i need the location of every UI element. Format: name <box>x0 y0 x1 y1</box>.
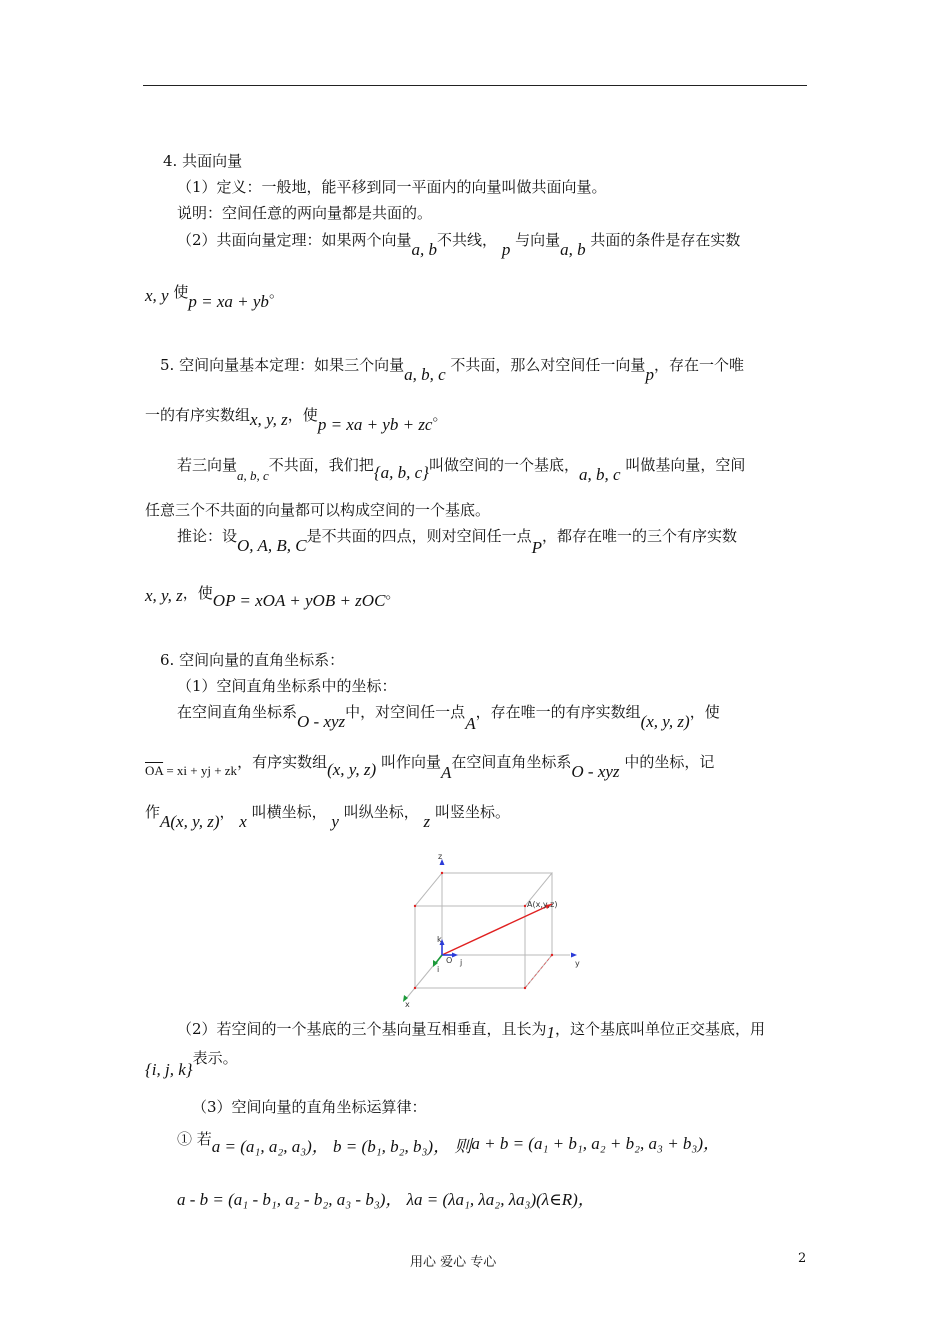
sec4-title: 4. 共面向量 <box>163 152 243 170</box>
y-axis-arrow <box>571 953 577 958</box>
sec6-sub3: （3）空间向量的直角坐标运算律： <box>192 1098 427 1116</box>
math-oxyz: O - xyz <box>571 762 620 781</box>
sec4-theorem-line1 <box>177 230 741 259</box>
text-span: ，有序实数组 <box>237 753 328 771</box>
text-span: 。 <box>268 283 284 301</box>
math-equation: p = xa + yb <box>188 292 269 311</box>
coordinate-system-figure <box>395 846 595 1008</box>
sec4-theorem-line2 <box>145 282 284 311</box>
text-span: 叫做空间的一个基底， <box>428 456 579 474</box>
text-span: 共面的条件是存在实数 <box>590 231 741 249</box>
text-span: 中的坐标，记 <box>624 753 715 771</box>
vertex-dot <box>551 954 553 956</box>
sec6-line3 <box>145 802 510 831</box>
label-y: y <box>575 959 580 968</box>
text-span: 中，对空间任一点 <box>345 703 466 721</box>
text-span: 不共线， <box>437 231 498 249</box>
text-span: ① 若 <box>177 1130 212 1148</box>
sec5-basis-line1 <box>177 455 746 484</box>
math-abc-small: a, b, c <box>237 468 269 483</box>
sec6-rule2 <box>177 1190 595 1210</box>
math-tuple: (x, y, z) <box>640 712 690 731</box>
math-P: P <box>531 538 542 557</box>
projection-line <box>525 955 552 988</box>
text-span: ，使 <box>689 703 720 721</box>
header-rule <box>143 85 807 86</box>
text-span: 推论：设 <box>177 527 238 545</box>
text-span: 叫纵坐标， <box>343 803 419 821</box>
vertex-dot <box>524 905 526 907</box>
math-ijk-set: {i, j, k} <box>145 1060 193 1079</box>
sec5-line1 <box>160 355 744 384</box>
text-span: ，都存在唯一的三个有序实数 <box>542 527 738 545</box>
math-equation: OP = xOA + yOB + zOC <box>212 591 386 610</box>
sec6-sub1: （1）空间直角坐标系中的坐标： <box>177 677 397 695</box>
math-rule1: a = (a₁, a₂, a₃)， b = (b₁, b₂, b₃)， 则 <box>211 1137 472 1156</box>
text-span: 使 <box>173 283 189 301</box>
math-abc: a, b, c <box>578 465 621 484</box>
math-p: p <box>645 365 654 384</box>
text-span: 5. 空间向量基本定理：如果三个向量 <box>160 356 405 374</box>
label-i: i <box>437 965 440 974</box>
sec6-sub2-line2 <box>145 1048 238 1079</box>
text-span: 。 <box>385 584 401 602</box>
text-span: 一的有序实数组 <box>145 406 251 424</box>
sec4-note: 说明：空间任意的两向量都是共面的。 <box>177 204 433 222</box>
math-tuple: (x, y, z) <box>327 760 377 779</box>
math-ab: a, b <box>560 240 586 259</box>
text-span: 叫作向量 <box>380 753 441 771</box>
math-one: 1 <box>546 1023 556 1042</box>
vector-oa-line <box>442 904 552 955</box>
sec5-basis-line2: 任意三个不共面的向量都可以构成空间的一个基底。 <box>145 501 491 519</box>
footer-text: 用心 爱心 专心 <box>410 1255 497 1270</box>
sec6-rule1 <box>177 1129 720 1156</box>
math-basis-set: {a, b, c} <box>373 463 429 482</box>
sec4-definition: （1）定义：一般地，能平移到同一平面内的向量叫做共面向量。 <box>177 178 607 196</box>
text-span: ，这个基底叫单位正交基底，用 <box>555 1020 766 1038</box>
math-y: y <box>331 812 339 831</box>
math-x: x <box>239 812 247 831</box>
text-span: ，存在一个唯 <box>653 356 744 374</box>
text-span: 叫竖坐标。 <box>434 803 510 821</box>
text-span: ，使 <box>287 406 318 424</box>
math-oxyz: O - xyz <box>297 712 346 731</box>
text-span: 是不共面的四点，则对空间任一点 <box>306 527 532 545</box>
math-A: A <box>440 763 452 782</box>
label-z: z <box>438 852 443 861</box>
text-span: 表示。 <box>192 1049 238 1067</box>
text-span: （2）共面向量定理：如果两个向量 <box>177 231 412 249</box>
math-A: A <box>465 714 476 733</box>
text-span: 不共面，那么对空间任一向量 <box>450 356 646 374</box>
label-k: k <box>437 935 442 944</box>
label-point-A: A(x,y,z) <box>527 900 558 909</box>
text-span: 若三向量 <box>177 456 238 474</box>
math-p: p <box>501 240 511 259</box>
vertex-dot <box>414 987 416 989</box>
text-span: 在空间直角坐标系 <box>451 753 572 771</box>
text-span: 作 <box>145 803 161 821</box>
text-span: 与向量 <box>515 231 561 249</box>
math-oabc: O, A, B, C <box>237 536 307 555</box>
vector-oa: $\overline{OA}$ <box>145 763 164 778</box>
j-arrowhead <box>452 953 458 958</box>
sec6-line1 <box>177 702 720 733</box>
label-x: x <box>405 1000 410 1008</box>
text-span: 。 <box>432 406 448 424</box>
equation-rest: = xi + yj + zk <box>163 763 238 778</box>
page-number: 2 <box>798 1251 807 1266</box>
sec6-title: 6. 空间向量的直角坐标系： <box>160 651 345 669</box>
vertex-dot <box>414 905 416 907</box>
math-z: z <box>423 812 431 831</box>
vertex-dot <box>441 872 443 874</box>
text-span: 在空间直角坐标系 <box>177 703 298 721</box>
text-span: （2）若空间的一个基底的三个基向量互相垂直，且长为 <box>177 1020 547 1038</box>
sec5-corollary-line1 <box>177 526 738 557</box>
text-span: 叫做基向量，空间 <box>625 456 746 474</box>
math-abc: a, b, c <box>404 365 446 384</box>
text-span: 叫横坐标， <box>251 803 327 821</box>
math-point-A: A(x, y, z) <box>160 812 220 831</box>
text-span: ，使 <box>182 584 213 602</box>
label-j: j <box>460 958 463 967</box>
sec6-sub2 <box>177 1019 766 1042</box>
math-xyz: x, y, z <box>250 410 288 429</box>
vertex-dot <box>524 987 526 989</box>
sec5-line2 <box>145 405 448 434</box>
text-span: 不共面，我们把 <box>268 456 374 474</box>
math-xyz: x, y, z <box>145 586 183 605</box>
text-span: ，存在唯一的有序实数组 <box>475 703 641 721</box>
math-ab: a, b <box>411 240 438 259</box>
sec5-corollary-line2 <box>145 583 401 610</box>
math-vector-equation <box>145 763 237 778</box>
math-xy: x, y <box>145 286 169 305</box>
sec6-line2 <box>145 752 715 782</box>
label-origin: O <box>446 956 453 965</box>
text-span: ， <box>219 803 235 821</box>
math-sum: a + b = (a₁ + b₁, a₂ + b₂, a₃ + b₃)， <box>471 1134 720 1153</box>
math-equation: p = xa + yb + zc <box>317 415 433 434</box>
math-rule2: a - b = (a₁ - b₁, a₂ - b₂, a₃ - b₃)， λa = (λa₁, λa₂, λa₃)(λ∈R)， <box>177 1190 595 1209</box>
